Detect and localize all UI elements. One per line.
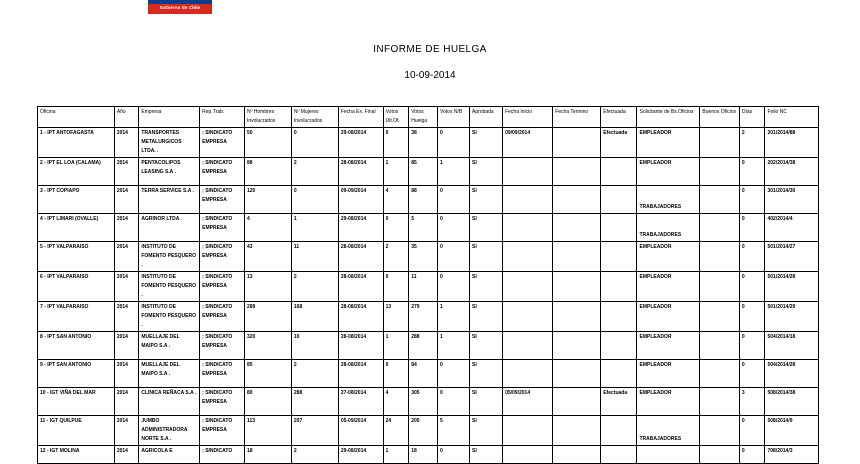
table-cell: [503, 242, 553, 272]
table-cell: 84: [409, 360, 438, 388]
table-cell: 2: [291, 360, 338, 388]
table-cell: SI: [470, 186, 503, 214]
table-cell: 4: [244, 214, 291, 242]
table-cell: EMPLEADOR: [637, 158, 700, 186]
table-cell: [700, 186, 739, 214]
table-cell: 508/2014/9: [765, 416, 819, 446]
table-cell: ; SINDICATO EMPRESA: [200, 332, 245, 360]
table-cell: 8 - IPT SAN ANTONIO: [38, 332, 115, 360]
table-cell: 2: [739, 128, 765, 158]
table-cell: SI: [470, 242, 503, 272]
table-cell: 28-08/2014: [338, 272, 383, 302]
table-cell: 0: [383, 272, 409, 302]
table-cell: 5: [438, 416, 470, 446]
column-header: Nº Hombres Involucrados: [244, 107, 291, 128]
table-cell: 11 - IGT QUILPUE: [38, 416, 115, 446]
table-cell: 5 - IPT VALPARAISO: [38, 242, 115, 272]
report-date: 10-09-2014: [404, 70, 456, 81]
table-cell: [700, 388, 739, 416]
table-cell: 29-08/2014: [338, 128, 383, 158]
table-cell: 3: [739, 388, 765, 416]
table-cell: ; SINDICATO EMPRESA: [200, 158, 245, 186]
table-cell: 43: [244, 242, 291, 272]
table-cell: EMPLEADOR: [637, 302, 700, 332]
table-cell: SI: [470, 446, 503, 464]
table-cell: 0: [739, 446, 765, 464]
table-cell: 1: [383, 332, 409, 360]
table-cell: [553, 128, 601, 158]
table-cell: [553, 388, 601, 416]
table-cell: 0: [739, 416, 765, 446]
table-cell: CLINICA REÑACA S.A .: [139, 388, 200, 416]
table-cell: 0: [383, 360, 409, 388]
table-cell: ; SINDICATO EMPRESA: [200, 360, 245, 388]
table-cell: 1 - IPT ANTOFAGASTA: [38, 128, 115, 158]
column-header: Año: [114, 107, 139, 128]
table-cell: [601, 416, 637, 446]
table-cell: 207: [291, 416, 338, 446]
table-cell: 2014: [114, 128, 139, 158]
table-cell: TRABAJADORES: [637, 416, 700, 446]
table-cell: [700, 360, 739, 388]
table-cell: [601, 360, 637, 388]
table-cell: 288: [409, 332, 438, 360]
table-cell: 708/2014/3: [765, 446, 819, 464]
table-cell: [553, 186, 601, 214]
table-row: [38, 416, 819, 446]
table-cell: 2014: [114, 214, 139, 242]
table-cell: 2014: [114, 416, 139, 446]
table-cell: 2014: [114, 388, 139, 416]
table-cell: [503, 360, 553, 388]
table-cell: [601, 214, 637, 242]
table-cell: 09/09/2014: [503, 128, 553, 158]
table-cell: 29-08/2014: [338, 446, 383, 464]
table-cell: Efectuada: [601, 128, 637, 158]
table-row: [38, 302, 819, 332]
table-cell: 0: [438, 446, 470, 464]
table-cell: JUMBO ADMINISTRADORA NORTE S.A .: [139, 416, 200, 446]
table-cell: 0: [739, 242, 765, 272]
table-cell: 0: [739, 158, 765, 186]
table-cell: AGRINOR LTDA .: [139, 214, 200, 242]
column-header: Fecha Termino: [553, 107, 601, 128]
table-cell: 38: [409, 128, 438, 158]
table-cell: 289: [244, 302, 291, 332]
table-cell: 0: [438, 128, 470, 158]
table-cell: 2014: [114, 272, 139, 302]
table-cell: ; SINDICATO EMPRESA: [200, 272, 245, 302]
column-header: Votos Huelga: [409, 107, 438, 128]
table-cell: 1: [438, 332, 470, 360]
table-cell: ; SINDICATO EMPRESA: [200, 416, 245, 446]
table-cell: 35: [409, 242, 438, 272]
table-cell: 2014: [114, 242, 139, 272]
table-cell: [637, 446, 700, 464]
table-cell: Efectuada: [601, 388, 637, 416]
column-header: Fecha Inicio: [503, 107, 553, 128]
table-cell: 2 - IPT EL LOA (CALAMA): [38, 158, 115, 186]
table-cell: SI: [470, 158, 503, 186]
table-row: [38, 446, 819, 464]
table-cell: 501/2014/29: [765, 302, 819, 332]
table-row: [38, 214, 819, 242]
table-cell: 12 - IGT MOLINA: [38, 446, 115, 464]
table-cell: 0: [438, 360, 470, 388]
column-header: Nº Mujeres Involucrados: [291, 107, 338, 128]
table-cell: 29-08/2014: [338, 214, 383, 242]
table-cell: 9 - IPT SAN ANTONIO: [38, 360, 115, 388]
table-cell: 10: [291, 332, 338, 360]
column-header: Aprobada: [470, 107, 503, 128]
table-cell: 2014: [114, 158, 139, 186]
table-cell: [553, 360, 601, 388]
table-cell: 0: [739, 332, 765, 360]
table-cell: 2014: [114, 446, 139, 464]
table-cell: TRABAJADORES: [637, 214, 700, 242]
table-cell: [700, 302, 739, 332]
table-cell: TERRA SERVICE S.A .: [139, 186, 200, 214]
table-cell: SI: [470, 388, 503, 416]
table-cell: 28-08/2014: [338, 242, 383, 272]
table-cell: 28-08/2014: [338, 302, 383, 332]
table-cell: 2: [291, 272, 338, 302]
table-cell: 2: [291, 158, 338, 186]
table-cell: 0: [739, 302, 765, 332]
table-cell: INSTITUTO DE FOMENTO PESQUERO .: [139, 302, 200, 332]
table-cell: 50: [244, 128, 291, 158]
table-row: [38, 186, 819, 214]
table-cell: 4: [383, 186, 409, 214]
table-cell: [700, 242, 739, 272]
table-cell: 80: [244, 388, 291, 416]
table-cell: 1: [438, 158, 470, 186]
table-cell: EMPLEADOR: [637, 360, 700, 388]
table-cell: ; SINDICATO EMPRESA: [200, 302, 245, 332]
table-cell: [601, 446, 637, 464]
table-cell: EMPLEADOR: [637, 332, 700, 360]
table-cell: 1: [291, 214, 338, 242]
gobierno-de-chile-logo: [148, 0, 212, 14]
table-cell: 305: [409, 388, 438, 416]
table-cell: INSTITUTO DE FOMENTO PESQUERO .: [139, 242, 200, 272]
table-cell: MUELLAJE DEL MAIPO S.A .: [139, 332, 200, 360]
table-cell: 2014: [114, 302, 139, 332]
column-header: Folio NC: [765, 107, 819, 128]
table-cell: 288: [291, 388, 338, 416]
table-cell: PENTACOLIPOS LEASING S.A .: [139, 158, 200, 186]
table-cell: 0: [739, 360, 765, 388]
table-cell: ; SINDICATO EMPRESA: [200, 242, 245, 272]
table-cell: [700, 332, 739, 360]
table-cell: 13: [383, 302, 409, 332]
table-header-row: [38, 107, 819, 128]
table-cell: MUELLAJE DEL MAIPO S.A .: [139, 360, 200, 388]
table-cell: 320: [244, 332, 291, 360]
table-cell: 28-08/2014: [338, 332, 383, 360]
table-cell: [601, 302, 637, 332]
table-body: [38, 128, 819, 464]
table-row: [38, 332, 819, 360]
table-cell: 6 - IPT VALPARAISO: [38, 272, 115, 302]
table-cell: 0: [291, 186, 338, 214]
table-cell: 28-08/2014: [338, 360, 383, 388]
column-header: Buenos Oficios: [700, 107, 739, 128]
table-cell: 113: [244, 416, 291, 446]
table-cell: 0: [438, 186, 470, 214]
table-cell: 0: [438, 242, 470, 272]
table-cell: ; SINDICATO EMPRESA: [200, 186, 245, 214]
table-cell: [503, 186, 553, 214]
column-header: Oficina: [38, 107, 115, 128]
table-cell: [553, 214, 601, 242]
table-cell: 402/2014/4: [765, 214, 819, 242]
table-cell: 0: [291, 128, 338, 158]
table-cell: [700, 272, 739, 302]
table-cell: 504/2014/28: [765, 360, 819, 388]
report-title: INFORME DE HUELGA: [373, 44, 487, 55]
table-cell: 11: [409, 272, 438, 302]
table-cell: 0: [739, 272, 765, 302]
table-cell: 0: [383, 128, 409, 158]
table-cell: [503, 302, 553, 332]
column-header: Fecha Ex. Final: [338, 107, 383, 128]
table-cell: ; SINDICATO EMPRESA: [200, 388, 245, 416]
table-cell: 4 - IPT LIMARI (OVALLE): [38, 214, 115, 242]
column-header: Solicitante de Bs.Oficios: [637, 107, 700, 128]
table-cell: [553, 272, 601, 302]
table-cell: SI: [470, 360, 503, 388]
table-cell: [503, 158, 553, 186]
table-cell: EMPLEADOR: [637, 388, 700, 416]
table-cell: SI: [470, 272, 503, 302]
table-cell: [601, 242, 637, 272]
table-cell: SI: [470, 302, 503, 332]
table-cell: 1: [383, 446, 409, 464]
column-header: Empresa: [139, 107, 200, 128]
table-row: [38, 128, 819, 158]
table-cell: 10 - IGT VIÑA DEL MAR: [38, 388, 115, 416]
table-cell: 120: [244, 186, 291, 214]
table-cell: [553, 242, 601, 272]
table-cell: 508/2014/38: [765, 388, 819, 416]
table-cell: INSTITUTO DE FOMENTO PESQUERO .: [139, 272, 200, 302]
table-cell: 1: [438, 302, 470, 332]
table-cell: 0: [739, 186, 765, 214]
table-cell: 168: [291, 302, 338, 332]
table-cell: SI: [470, 214, 503, 242]
table-cell: 0: [438, 214, 470, 242]
table-row: [38, 360, 819, 388]
table-cell: 202/2014/38: [765, 158, 819, 186]
table-cell: 2: [383, 242, 409, 272]
table-cell: [700, 214, 739, 242]
column-header: Rep.Trab.: [200, 107, 245, 128]
strike-report-table: [37, 106, 819, 464]
table-cell: 13: [244, 272, 291, 302]
table-cell: [700, 128, 739, 158]
column-header: Votos Ult.Of.: [383, 107, 409, 128]
table-cell: [503, 272, 553, 302]
table-cell: TRABAJADORES: [637, 186, 700, 214]
table-cell: 18: [409, 446, 438, 464]
table-cell: 24: [383, 416, 409, 446]
table-cell: SI: [470, 128, 503, 158]
table-cell: 0: [739, 214, 765, 242]
table-cell: 2014: [114, 186, 139, 214]
table-cell: 279: [409, 302, 438, 332]
table-cell: [553, 158, 601, 186]
table-cell: 501/2014/28: [765, 272, 819, 302]
table-cell: 05/09/2014: [503, 388, 553, 416]
table-cell: 18: [244, 446, 291, 464]
table-cell: 1: [383, 158, 409, 186]
table-cell: 09-09/2014: [338, 186, 383, 214]
table-cell: TRANSPORTES METALURGICOS LTDA. .: [139, 128, 200, 158]
table-cell: 2014: [114, 360, 139, 388]
table-cell: 0: [438, 388, 470, 416]
table-row: [38, 388, 819, 416]
table-cell: 504/2014/18: [765, 332, 819, 360]
table-cell: 201/2014/88: [765, 128, 819, 158]
table-cell: [553, 332, 601, 360]
logo-text: Gobierno de Chile: [159, 5, 201, 10]
table-cell: [601, 272, 637, 302]
table-cell: 2: [291, 446, 338, 464]
table-cell: EMPLEADOR: [637, 272, 700, 302]
table-cell: 3 - IPT COPIAPO: [38, 186, 115, 214]
table-cell: [553, 302, 601, 332]
table-cell: SI: [470, 332, 503, 360]
table-cell: EMPLEADOR: [637, 128, 700, 158]
table-cell: 501/2014/27: [765, 242, 819, 272]
table-cell: 11: [291, 242, 338, 272]
table-cell: [601, 158, 637, 186]
table-row: [38, 242, 819, 272]
table-cell: [503, 332, 553, 360]
table-cell: 05-09/2014: [338, 416, 383, 446]
table-cell: ; SINDICATO EMPRESA: [200, 214, 245, 242]
table-cell: [553, 446, 601, 464]
table-cell: [700, 446, 739, 464]
table-cell: 4: [383, 388, 409, 416]
table-cell: [601, 186, 637, 214]
table-cell: SI: [470, 416, 503, 446]
table-cell: EMPLEADOR: [637, 242, 700, 272]
table-cell: 5: [409, 214, 438, 242]
table-cell: 301/2014/30: [765, 186, 819, 214]
table-cell: 27-08/2014: [338, 388, 383, 416]
table-cell: [553, 416, 601, 446]
table-cell: ; SINDICATO: [200, 446, 245, 464]
column-header: Efectuada: [601, 107, 637, 128]
table-cell: [601, 332, 637, 360]
logo-blue-band: [148, 0, 212, 4]
table-cell: 0: [438, 272, 470, 302]
table-cell: 205: [409, 416, 438, 446]
table-cell: 88: [244, 158, 291, 186]
column-header: Días: [739, 107, 765, 128]
table-cell: 28-08/2014: [338, 158, 383, 186]
table-cell: AGRICOLA E: [139, 446, 200, 464]
table-cell: [503, 416, 553, 446]
table-row: [38, 158, 819, 186]
table-cell: [700, 158, 739, 186]
table-cell: [503, 446, 553, 464]
table-cell: 7 - IPT VALPARAISO: [38, 302, 115, 332]
table-cell: 2014: [114, 332, 139, 360]
table-cell: [503, 214, 553, 242]
table-cell: 88: [409, 186, 438, 214]
column-header: Votos N/B: [438, 107, 470, 128]
table-cell: ; SINDICATO EMPRESA: [200, 128, 245, 158]
table-cell: 0: [383, 214, 409, 242]
table-row: [38, 272, 819, 302]
table-cell: 85: [244, 360, 291, 388]
table-cell: 85: [409, 158, 438, 186]
table-cell: [700, 416, 739, 446]
